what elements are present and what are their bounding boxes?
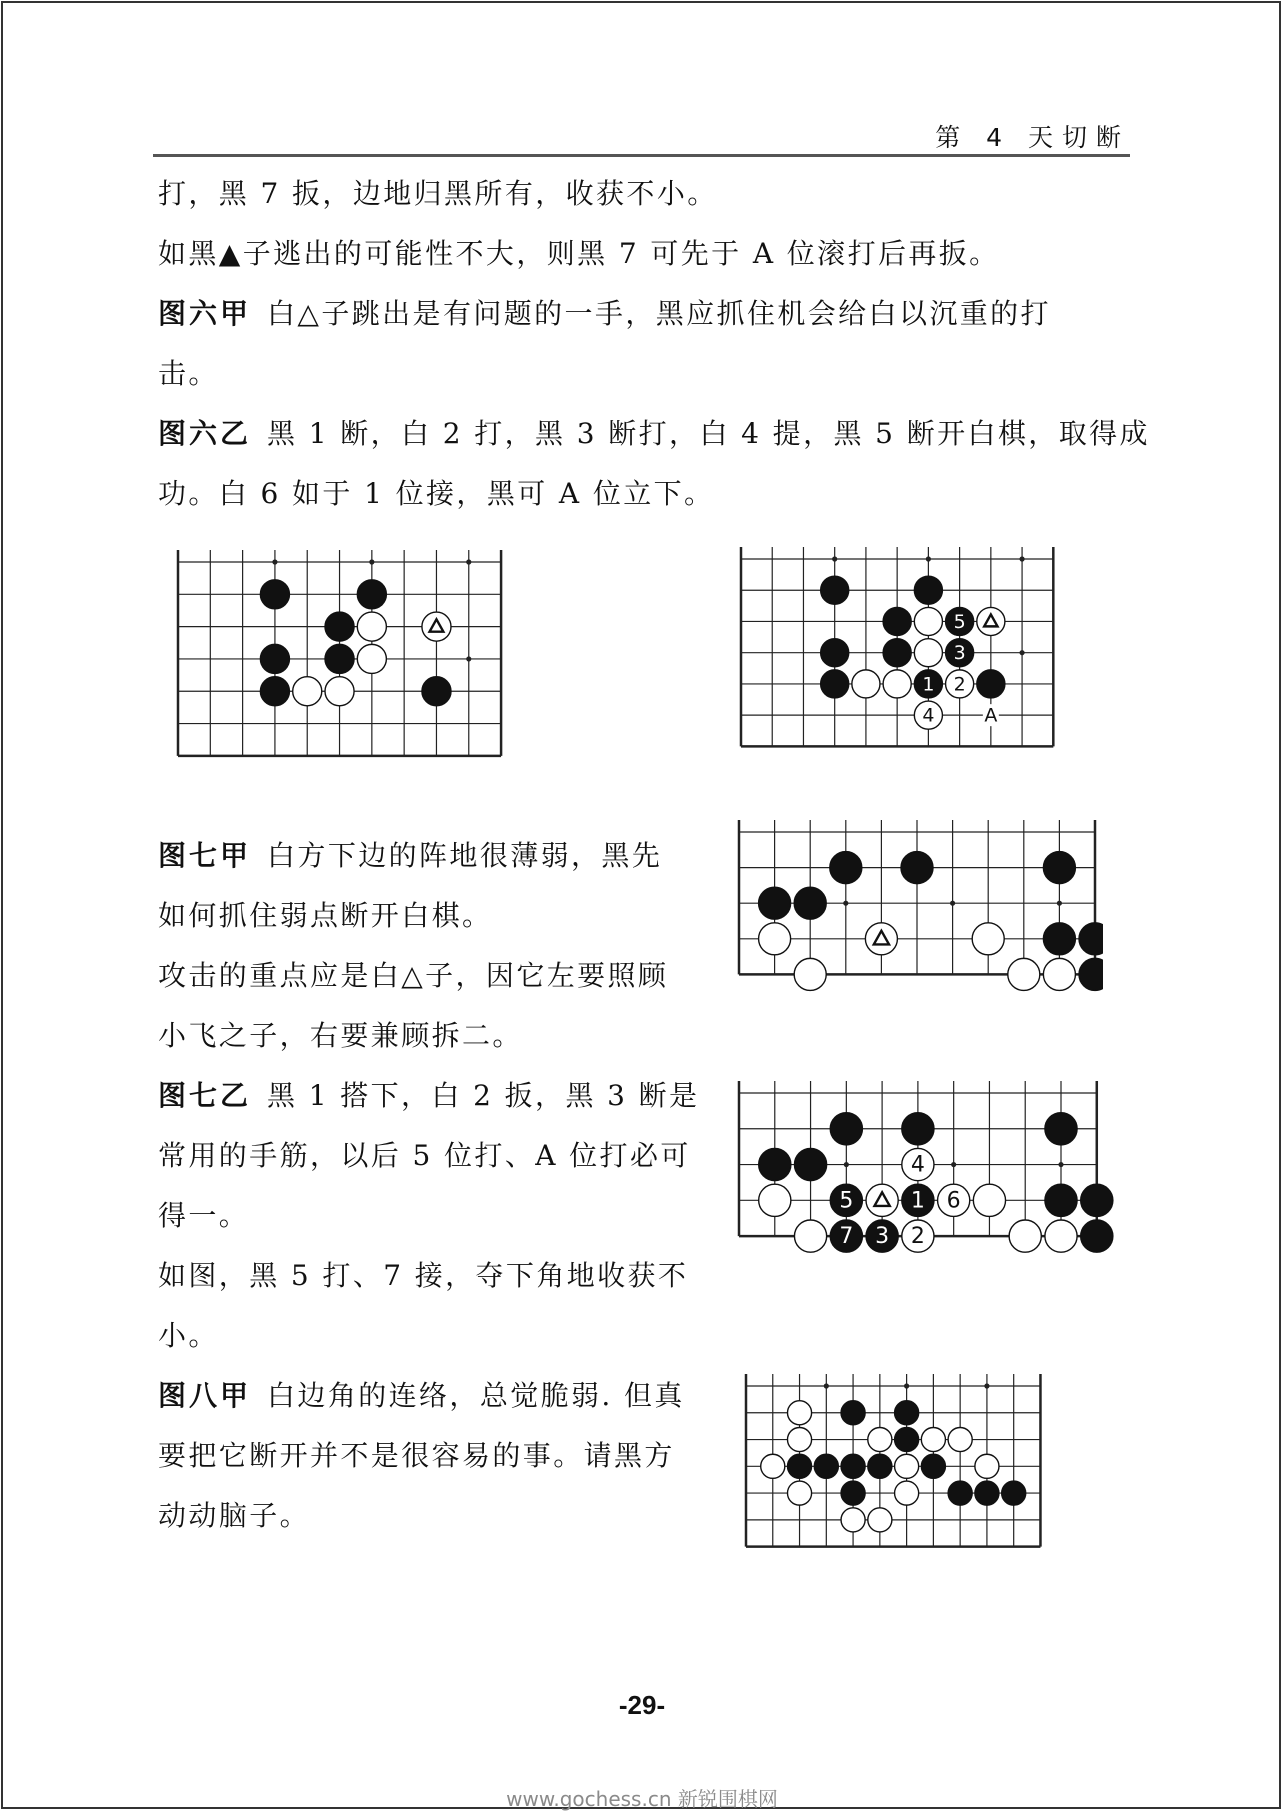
black-stone [921, 1454, 945, 1478]
fig8a-text-1: 白边角的连络，总觉脆弱. 但真 [267, 1379, 685, 1412]
black-stone [759, 1148, 791, 1180]
fig6a-label: 图六甲 [158, 297, 252, 330]
point-label: A [984, 704, 998, 727]
fig6a-line-2: 击。 [158, 357, 219, 390]
black-stone [975, 1481, 999, 1505]
black-stone [357, 580, 386, 609]
star-point [950, 901, 955, 906]
star-point [1019, 650, 1024, 655]
white-stone [868, 1508, 892, 1532]
black-stone [1081, 1220, 1113, 1252]
star-point [843, 901, 848, 906]
fig7a-line-1 [158, 826, 662, 886]
move-number: 5 [953, 610, 966, 633]
white-stone [852, 670, 880, 698]
move-number: 2 [910, 1224, 925, 1250]
move-number: 3 [875, 1224, 890, 1250]
header-rule [153, 154, 1130, 157]
fig6b-line-2: 功。白 6 如于 1 位接，黑可 A 位立下。 [158, 477, 715, 510]
black-stone [422, 677, 451, 706]
black-stone [977, 670, 1005, 698]
black-stone [830, 1113, 862, 1145]
board-grid [739, 820, 1095, 974]
white-stone [787, 1401, 811, 1425]
star-point [951, 1162, 956, 1167]
white-stone [977, 607, 1005, 635]
black-stone [260, 580, 289, 609]
white-stone [914, 607, 942, 635]
white-stone [759, 1184, 791, 1216]
black-stone [883, 639, 911, 667]
black-stone [325, 644, 354, 673]
white-stone [948, 1427, 972, 1451]
fig7b-text-1: 黑 1 搭下，白 2 扳，黑 3 断是 [267, 1079, 700, 1112]
fig7b-line-1 [158, 1066, 699, 1126]
white-stone [293, 677, 322, 706]
star-point [1058, 1162, 1063, 1167]
black-stone [830, 852, 862, 884]
white-stone [1043, 958, 1075, 990]
fig6b-label: 图六乙 [158, 417, 252, 450]
black-stone [260, 677, 289, 706]
black-stone [841, 1454, 865, 1478]
white-stone [787, 1481, 811, 1505]
star-point [1057, 901, 1062, 906]
go-diagram-6a [170, 548, 520, 780]
go-diagram-7b [731, 1079, 1123, 1262]
fig7a-label: 图七甲 [158, 839, 252, 872]
white-stone [975, 1454, 999, 1478]
star-point [369, 559, 374, 564]
black-stone [1079, 923, 1103, 955]
move-number: 7 [839, 1224, 854, 1250]
black-stone [821, 670, 849, 698]
star-point [1019, 556, 1024, 561]
fig6a-text-1: 白△子跳出是有问题的一手，黑应抓住机会给白以沉重的打 [267, 297, 1051, 330]
move-number: 6 [946, 1188, 961, 1214]
page-number: -29- [618, 1690, 666, 1720]
white-stone [357, 644, 386, 673]
go-diagram-8a [738, 1372, 1088, 1568]
white-stone [972, 923, 1004, 955]
black-stone [814, 1454, 838, 1478]
move-number: 1 [922, 673, 935, 696]
fig7a-line-4: 小飞之子，右要兼顾拆二。 [158, 1019, 523, 1052]
black-stone [787, 1454, 811, 1478]
fig7a-line-2: 如何抓住弱点断开白棋。 [158, 899, 493, 932]
fig7b-line-4: 如图，黑 5 打、7 接，夺下角地收获不 [158, 1259, 689, 1292]
black-stone [948, 1481, 972, 1505]
move-number: 1 [910, 1188, 925, 1214]
fig7a-text-1: 白方下边的阵地很薄弱，黑先 [267, 839, 663, 872]
black-stone [794, 1148, 826, 1180]
black-stone [1045, 1184, 1077, 1216]
star-point [844, 1162, 849, 1167]
white-stone [787, 1427, 811, 1451]
white-stone [895, 1454, 919, 1478]
black-stone [821, 639, 849, 667]
fig6b-text-1: 黑 1 断，白 2 打，黑 3 断打，白 4 提，黑 5 断开白棋，取得成 [267, 417, 1150, 450]
white-stone [422, 612, 451, 641]
white-stone [761, 1454, 785, 1478]
black-stone [1045, 1113, 1077, 1145]
white-stone [1008, 958, 1040, 990]
watermark: www.gochess.cn 新锐围棋网 [506, 1787, 778, 1811]
move-number: 4 [910, 1152, 925, 1178]
black-stone [841, 1401, 865, 1425]
star-point [926, 556, 931, 561]
fig7b-line-3: 得一。 [158, 1199, 250, 1232]
go-diagram-6b [733, 545, 1083, 770]
black-stone [868, 1454, 892, 1478]
black-stone [1002, 1481, 1026, 1505]
white-stone [868, 1427, 892, 1451]
white-stone [914, 639, 942, 667]
fig6b-line-1 [158, 404, 1150, 464]
white-stone [325, 677, 354, 706]
star-point [466, 559, 471, 564]
black-stone [260, 644, 289, 673]
fig8a-line-1 [158, 1366, 685, 1426]
fig7b-label: 图七乙 [158, 1079, 252, 1112]
white-stone [794, 1220, 826, 1252]
go-diagram-7a [731, 818, 1103, 1010]
black-stone [1043, 923, 1075, 955]
white-stone [895, 1481, 919, 1505]
fig8a-line-2: 要把它断开并不是很容易的事。请黑方 [158, 1439, 675, 1472]
paragraph-1: 打，黑 7 扳，边地归黑所有，收获不小。 [158, 177, 718, 210]
white-stone [1045, 1220, 1077, 1252]
star-point [984, 1383, 989, 1388]
white-stone [866, 1184, 898, 1216]
black-stone [794, 887, 826, 919]
black-stone [883, 607, 911, 635]
white-stone [794, 958, 826, 990]
chapter-title: 第 4 天切断 [935, 123, 1130, 152]
black-stone [1079, 958, 1103, 990]
move-number: 5 [839, 1188, 854, 1214]
black-stone [325, 612, 354, 641]
white-stone [759, 923, 791, 955]
white-stone [973, 1184, 1005, 1216]
fig8a-label: 图八甲 [158, 1379, 252, 1412]
white-stone [841, 1508, 865, 1532]
black-stone [1043, 852, 1075, 884]
star-point [466, 656, 471, 661]
black-stone [902, 1113, 934, 1145]
black-stone [821, 576, 849, 604]
white-stone [865, 923, 897, 955]
star-point [272, 559, 277, 564]
black-stone [895, 1427, 919, 1451]
fig6a-line-1 [158, 284, 1051, 344]
white-stone [921, 1427, 945, 1451]
star-point [904, 1383, 909, 1388]
black-stone [914, 576, 942, 604]
move-number: 2 [953, 673, 966, 696]
paragraph-2: 如黑▲子逃出的可能性不大，则黑 7 可先于 A 位滚打后再扳。 [158, 237, 1000, 270]
star-point [832, 556, 837, 561]
black-stone [841, 1481, 865, 1505]
move-number: 4 [922, 704, 935, 727]
black-stone [759, 887, 791, 919]
move-number: 3 [953, 642, 966, 665]
page-header [150, 112, 1130, 152]
fig7b-line-5: 小。 [158, 1319, 219, 1352]
fig7a-line-3: 攻击的重点应是白△子，因它左要照顾 [158, 959, 669, 992]
fig7b-line-2: 常用的手筋，以后 5 位打、A 位打必可 [158, 1139, 691, 1172]
white-stone [357, 612, 386, 641]
white-stone [1009, 1220, 1041, 1252]
black-stone [901, 852, 933, 884]
white-stone [883, 670, 911, 698]
black-stone [1081, 1184, 1113, 1216]
star-point [824, 1383, 829, 1388]
black-stone [895, 1401, 919, 1425]
fig8a-line-3: 动动脑子。 [158, 1499, 311, 1532]
